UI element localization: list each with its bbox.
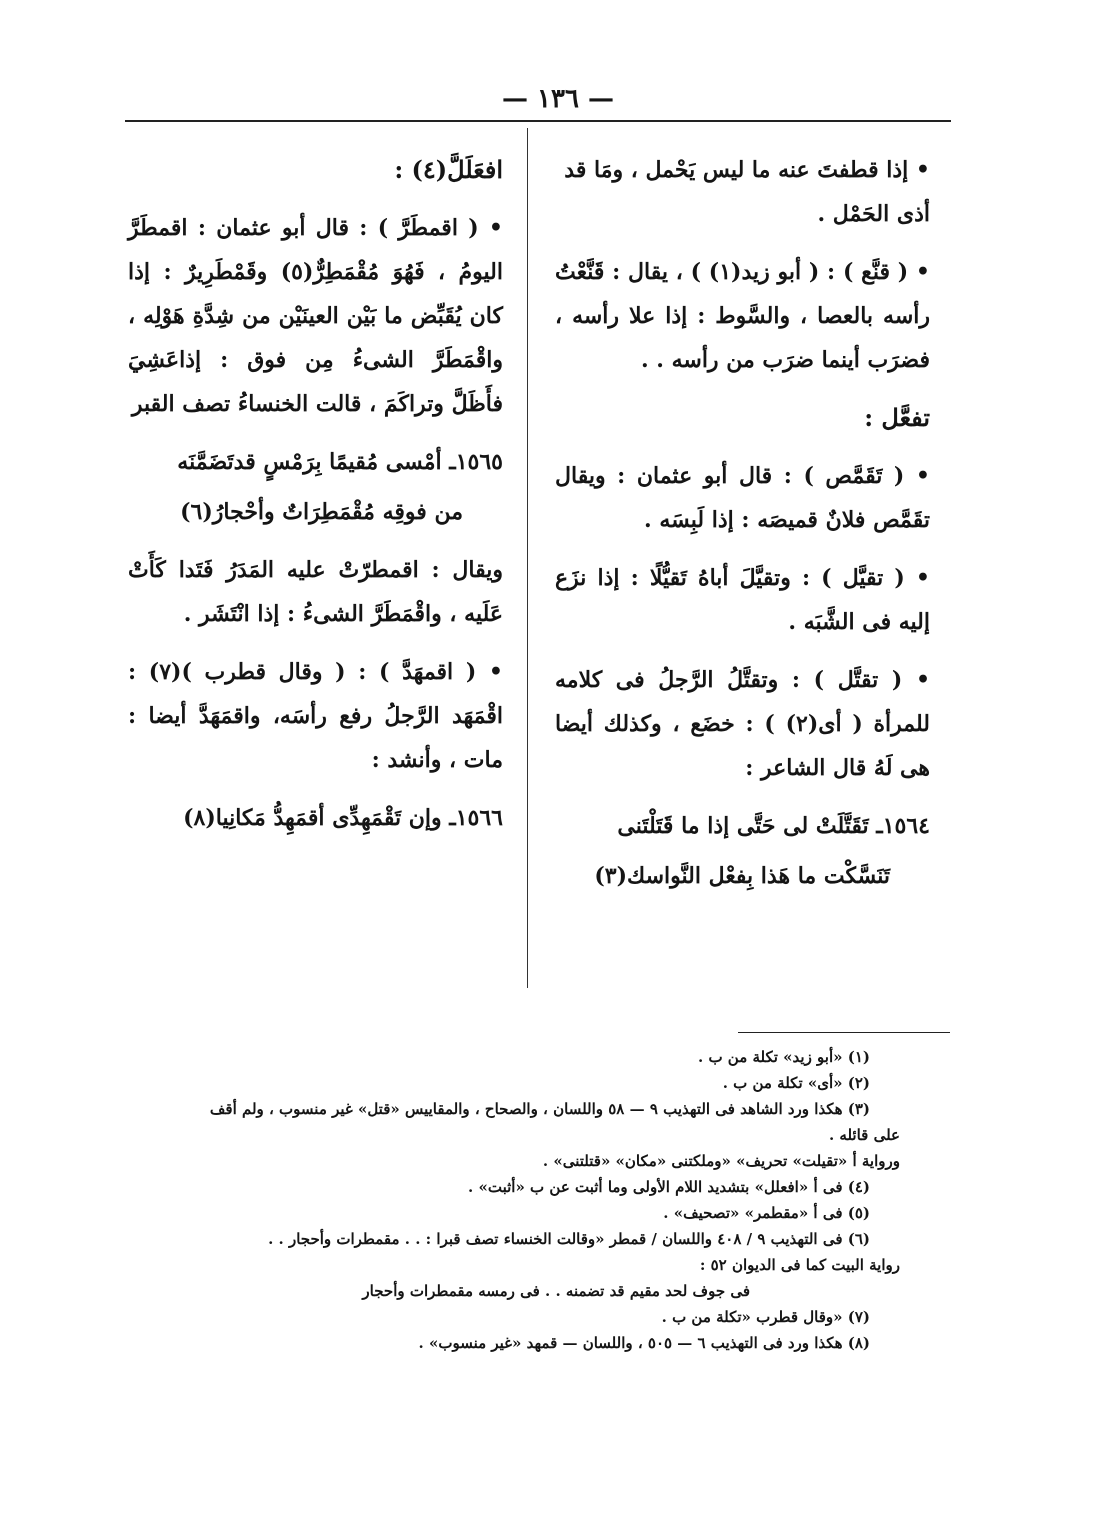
footnote: (٨) هكذا ورد فى التهذيب ٦ — ٥٠٥ ، واللسان — قمهد «غير منسوب» .: [418, 1334, 870, 1352]
section-heading: افعَلَلَّ(٤) :: [394, 155, 503, 184]
footnote-verse: فى جوف لحد مقيم قد تضمنه . . فى رمسه مقمطرات وأحجار: [362, 1282, 750, 1300]
paragraph: • ( تَقَمَّص ) : قال أبو عثمان : ويقال تقَمَّص فلانٌ قميصَه : إذا لَبِسَه .: [555, 463, 930, 533]
footnote: (٤) فى أ «افعلل» بتشديد اللام الأولى وما أثبت عن ب «أثبت» .: [468, 1178, 870, 1196]
section-heading: تفعَّل :: [864, 403, 930, 432]
left-column: [128, 148, 503, 846]
verse-line: ١٥٦٥ـ أمْسى مُقيمًا بِرَمْسٍ قدتَضَمَّنَه: [177, 449, 503, 475]
page-number: — ١٣٦ —: [501, 84, 615, 114]
paragraph: • ( تقيَّل ) : وتقيَّلَ أباهُ تَقيُّلًا : إذا نزَع إليه فى الشَّبَه .: [555, 565, 930, 635]
footnotes: [120, 1044, 900, 1356]
right-column: [555, 148, 930, 904]
verse-line: ١٥٦٦ـ وإن تَقْمَهِدِّى أقمَهِدُّ مَكانِيا(٨): [183, 805, 503, 831]
column-divider: [527, 128, 528, 988]
paragraph: • ( اقمطَرَّ ) : قال أبو عثمان : اقمطَرَّ اليومُ ، فَهُوَ مُقْمَطِرٌّ(٥) وقَمْطَرِيرٌ : إذا كان يُقَبِّض ما بَيْن العينَيْن من شِدَّةِ هَوْلِه ، واقْمَطَرَّ الشىءُ مِن فوق : إذاعَشِيَ فأَظَلَّ وتراكَمَ ، قالت الخنساءُ تصف القبر: [128, 215, 503, 417]
paragraph: • ( قنَّع ) : ( أبو زيد(١) ) ، يقال : قَنَّعْتُ رأسه بالعصا ، والسَّوط : إذا علا رأسه ، فضرَب أينما ضرَب من رأسه . .: [555, 259, 930, 373]
footnote: (٣) هكذا ورد الشاهد فى التهذيب ٩ — ٥٨ واللسان ، والصحاح ، والمقاييس «قتل» غير منسوب ، ولم أقف: [209, 1100, 870, 1118]
paragraph: • ( اقمهَدَّ ) : ( وقال قطرب )(٧) : اقْمَهَد الرَّجلُ رفع رأسَه، واقمَهَدَّ أيضا : مات ، وأنشد :: [128, 659, 503, 773]
footnote-rule: [738, 1032, 950, 1033]
footnote: (٧) «وقال قطرب «تكلة من ب .: [661, 1308, 870, 1326]
paragraph: • إذا قطفتَ عنه ما ليس يَحْمل ، ومَا قد: [564, 157, 930, 183]
footnote-continuation: ورواية أ «تقيلت» تحريف» «وملكتنى «مكان» «قتلتنى» .: [542, 1152, 900, 1170]
footnote: (٢) «أى» تكلة من ب .: [722, 1074, 870, 1092]
verse-line: من فوقِه مُقْمَطِرَاتٌ وأحْجارُ(٦): [180, 499, 463, 525]
footnote: (٦) فى التهذيب ٩ / ٤٠٨ واللسان / قمطر «وقالت الخنساء تصف قبرا : . . مقمطرات وأحجار . .: [268, 1230, 870, 1248]
paragraph: ويقال : اقمطرّتْ عليه المَدَرُ فَتَدا كَأَتْ عَلَيه ، واقْمَطَرَّ الشىءُ : إذا انْتَشَر .: [128, 557, 503, 627]
verse-line: تَنَسَّكْت ما هَذا بِفعْل النَّواسك(٣): [594, 863, 890, 889]
header-rule: [125, 120, 951, 122]
paragraph: • ( تقتَّل ) : وتقتَّلُ الرَّجلُ فى كلامه للمرأة ( أى(٢) ) : خضَع ، وكذلك أيضا هى لَهُ قال الشاعر :: [555, 667, 930, 781]
footnote-continuation: على قائله .: [828, 1126, 900, 1144]
verse-line: ١٥٦٤ـ تَقَتَّلَتْ لى حَتَّى إذا ما قَتَلْتَنى: [617, 813, 930, 839]
footnote: (١) «أبو زيد» تكلة من ب .: [698, 1048, 870, 1066]
paragraph: أذى الحَمْل .: [817, 201, 930, 227]
footnote-continuation: رواية البيت كما فى الديوان ٥٢ :: [699, 1256, 900, 1274]
footnote: (٥) فى أ «مقطمر» «تصحيف» .: [663, 1204, 870, 1222]
